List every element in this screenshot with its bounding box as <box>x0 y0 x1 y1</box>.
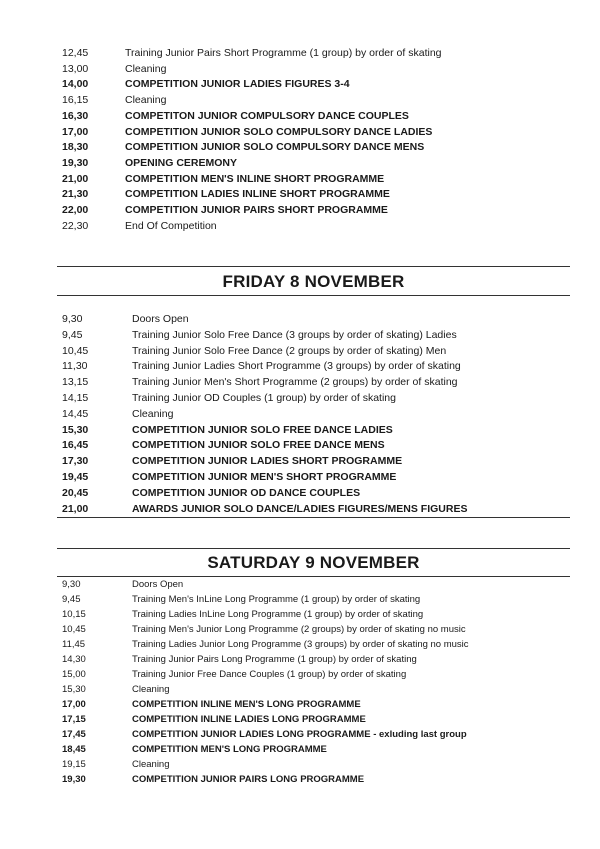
row-time: 19,15 <box>62 759 86 770</box>
row-description: Training Junior Solo Free Dance (2 groups by order of skating) Men <box>132 344 447 357</box>
row-time: 16,45 <box>62 439 89 452</box>
row-time: 16,30 <box>62 109 89 122</box>
row-time: 14,00 <box>62 78 89 91</box>
row-time: 19,45 <box>62 471 89 483</box>
row-description: Doors Open <box>132 313 189 325</box>
row-time: 18,30 <box>62 141 89 154</box>
row-time: 17,00 <box>62 699 86 710</box>
row-description: AWARDS JUNIOR SOLO DANCE/LADIES FIGURES/MENS FIGURES <box>132 502 468 515</box>
row-description: Training Junior Solo Free Dance (3 groups by order of skating) Ladies <box>132 328 457 341</box>
row-description: OPENING CEREMONY <box>125 156 238 169</box>
row-description: COMPETITION JUNIOR SOLO COMPULSORY DANCE LADIES <box>125 125 433 138</box>
row-description: COMPETITION INLINE MEN'S LONG PROGRAMME <box>132 699 361 710</box>
row-time: 22,00 <box>62 204 89 216</box>
row-time: 18,45 <box>62 744 86 755</box>
row-description: COMPETITION JUNIOR PAIRS LONG PROGRAMME <box>132 774 365 785</box>
row-description: Training Ladies Junior Long Programme (3 groups) by order of skating no music <box>132 639 469 650</box>
row-description: Doors Open <box>132 579 184 590</box>
row-description: COMPETITION MEN'S INLINE SHORT PROGRAMME <box>125 172 385 185</box>
row-description: Training Junior Free Dance Couples (1 group) by order of skating <box>132 669 407 680</box>
saturday-heading: SATURDAY 9 NOVEMBER <box>207 553 420 572</box>
row-time: 13,00 <box>62 62 89 75</box>
row-description: Training Junior Ladies Short Programme (3 groups) by order of skating <box>132 360 461 373</box>
row-time: 16,15 <box>62 94 89 107</box>
row-description: Training Men's InLine Long Programme (1 group) by order of skating <box>132 594 421 605</box>
row-time: 9,30 <box>62 313 83 325</box>
row-description: Training Junior OD Couples (1 group) by order of skating <box>132 392 396 404</box>
row-time: 15,00 <box>62 669 86 680</box>
row-description: Cleaning <box>132 759 170 770</box>
row-time: 15,30 <box>62 423 89 436</box>
friday-heading: FRIDAY 8 NOVEMBER <box>222 272 405 291</box>
row-time: 10,15 <box>62 609 86 620</box>
row-time: 11,45 <box>62 639 86 650</box>
row-time: 17,00 <box>62 125 89 138</box>
row-description: COMPETITION JUNIOR OD DANCE COUPLES <box>132 486 361 499</box>
divider <box>57 295 570 296</box>
row-description: COMPETITION INLINE LADIES LONG PROGRAMME <box>132 714 366 725</box>
row-time: 20,45 <box>62 486 89 499</box>
divider <box>57 266 570 267</box>
row-description: COMPETITION JUNIOR SOLO COMPULSORY DANCE MENS <box>125 141 425 154</box>
row-description: COMPETITION JUNIOR LADIES FIGURES 3-4 <box>125 78 350 91</box>
row-description: COMPETITION LADIES INLINE SHORT PROGRAMME <box>125 188 390 201</box>
row-description: Cleaning <box>132 407 174 420</box>
row-description: Training Junior Pairs Long Programme (1 group) by order of skating <box>132 654 417 665</box>
row-description: COMPETITION JUNIOR LADIES LONG PROGRAMME - exluding last group <box>132 729 467 740</box>
row-time: 17,15 <box>62 714 86 725</box>
row-description: Cleaning <box>125 94 167 107</box>
row-time: 10,45 <box>62 624 86 635</box>
row-description: COMPETITION JUNIOR MEN'S SHORT PROGRAMME <box>132 471 397 483</box>
row-time: 12,45 <box>62 47 89 59</box>
row-time: 21,30 <box>62 188 89 201</box>
row-time: 14,30 <box>62 654 86 665</box>
row-description: Cleaning <box>125 62 167 75</box>
row-description: End Of Competition <box>125 219 217 232</box>
row-description: COMPETITION MEN'S LONG PROGRAMME <box>132 744 327 755</box>
row-description: COMPETITION JUNIOR SOLO FREE DANCE LADIES <box>132 423 393 436</box>
row-description: COMPETITON JUNIOR COMPULSORY DANCE COUPLES <box>125 109 409 122</box>
row-time: 9,30 <box>62 579 81 590</box>
row-time: 15,30 <box>62 684 86 695</box>
row-time: 10,45 <box>62 344 89 357</box>
row-description: Training Men's Junior Long Programme (2 groups) by order of skating no music <box>132 624 466 635</box>
row-time: 13,15 <box>62 376 89 389</box>
row-description: COMPETITION JUNIOR PAIRS SHORT PROGRAMME <box>125 204 388 216</box>
row-time: 21,00 <box>62 502 89 515</box>
row-description: Training Ladies InLine Long Programme (1 group) by order of skating <box>132 609 424 620</box>
row-description: Training Junior Pairs Short Programme (1 group) by order of skating <box>125 47 442 59</box>
row-time: 17,45 <box>62 729 86 740</box>
row-time: 19,30 <box>62 156 89 169</box>
divider <box>57 517 570 518</box>
row-time: 19,30 <box>62 774 86 785</box>
row-time: 21,00 <box>62 172 89 185</box>
row-description: COMPETITION JUNIOR LADIES SHORT PROGRAMME <box>132 455 403 468</box>
row-time: 11,30 <box>62 360 88 373</box>
row-time: 9,45 <box>62 328 83 341</box>
divider <box>57 548 570 549</box>
row-description: COMPETITION JUNIOR SOLO FREE DANCE MENS <box>132 439 385 452</box>
row-time: 9,45 <box>62 594 81 605</box>
row-time: 22,30 <box>62 219 89 232</box>
row-description: Cleaning <box>132 684 170 695</box>
row-time: 14,45 <box>62 407 89 420</box>
row-time: 14,15 <box>62 392 89 404</box>
row-description: Training Junior Men's Short Programme (2 groups) by order of skating <box>132 376 458 389</box>
row-time: 17,30 <box>62 455 89 468</box>
